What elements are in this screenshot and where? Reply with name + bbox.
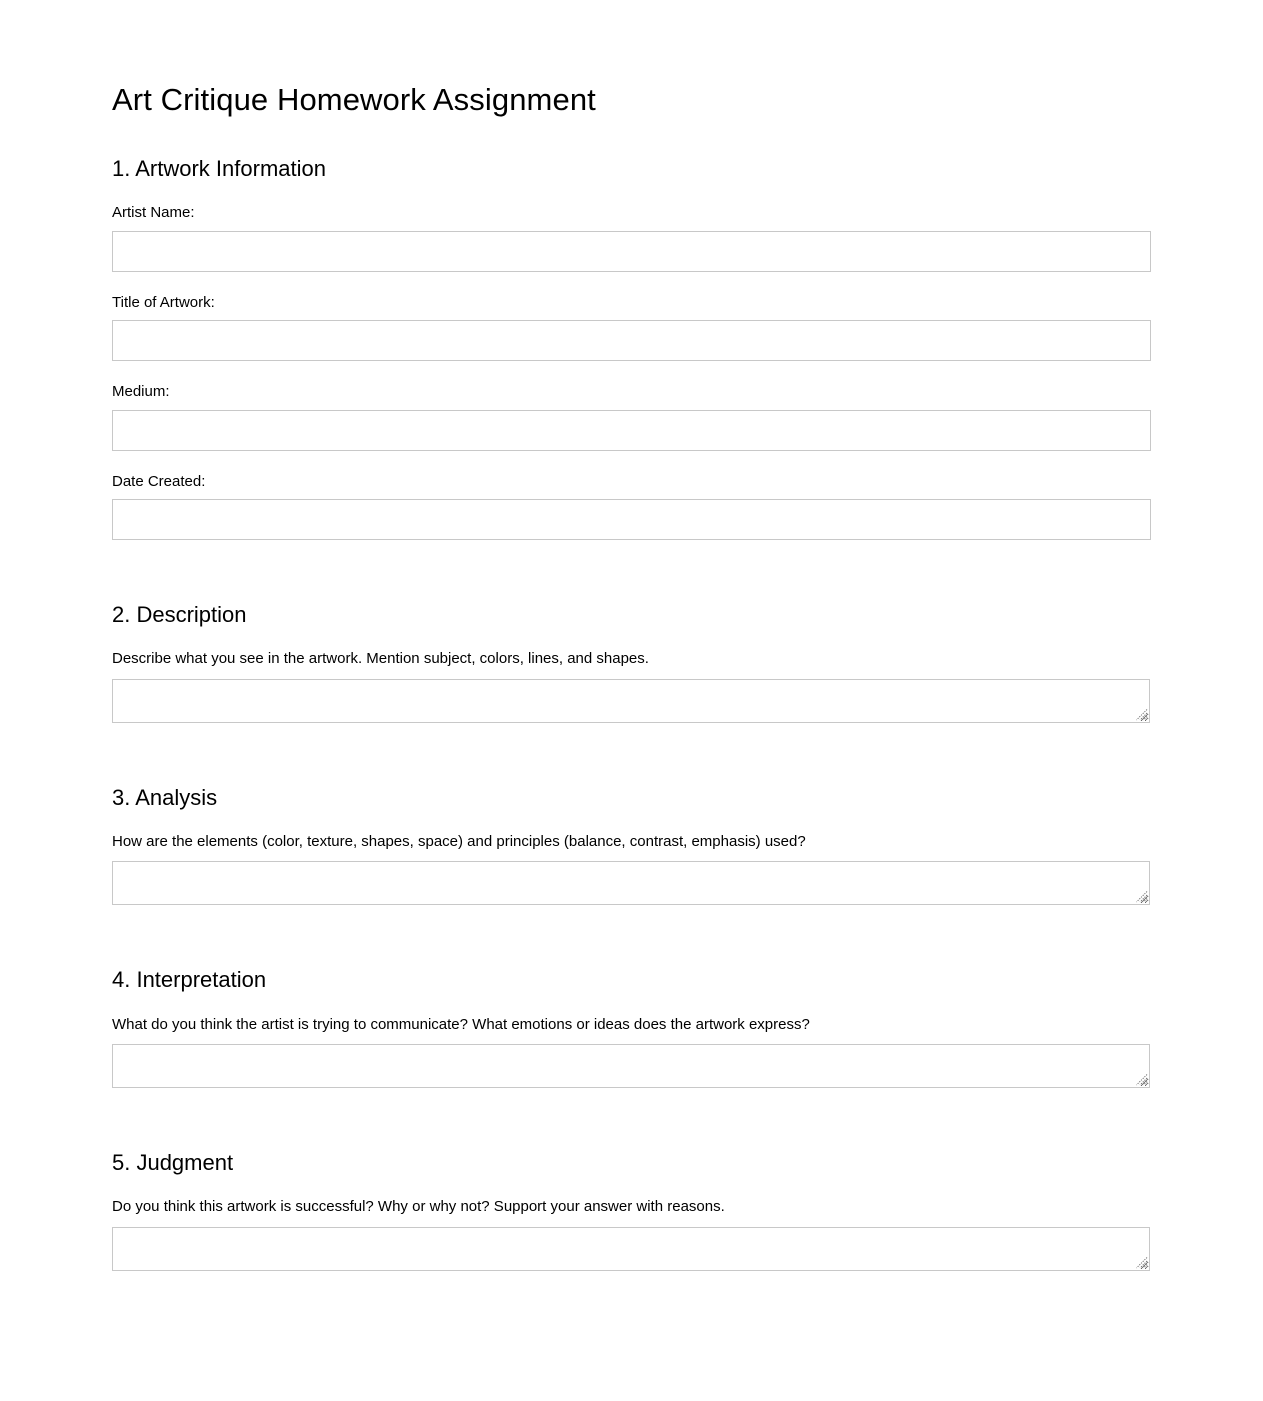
description-answer-textarea[interactable] xyxy=(112,679,1150,723)
prompt-description: Describe what you see in the artwork. Mention subject, colors, lines, and shapes. xyxy=(112,650,649,668)
textarea-wrap-description xyxy=(112,679,1150,723)
interpretation-answer-textarea[interactable] xyxy=(112,1044,1150,1088)
section-heading-judgment: 5. Judgment xyxy=(112,1149,234,1175)
field-group-artist-name xyxy=(112,203,1151,272)
section-interpretation xyxy=(112,967,1151,1088)
section-analysis xyxy=(112,785,1151,906)
textarea-wrap-interpretation xyxy=(112,1044,1150,1088)
medium-input[interactable] xyxy=(112,410,1151,451)
judgment-answer-textarea[interactable] xyxy=(112,1227,1150,1271)
field-group-artwork-title xyxy=(112,293,1151,362)
label-artist-name: Artist Name: xyxy=(112,204,195,222)
analysis-answer-textarea[interactable] xyxy=(112,861,1150,905)
section-judgment xyxy=(112,1150,1151,1271)
field-group-date-created xyxy=(112,472,1151,541)
prompt-interpretation: What do you think the artist is trying to communicate? What emotions or ideas does the artwork express? xyxy=(112,1015,810,1033)
artwork-title-input[interactable] xyxy=(112,320,1151,361)
prompt-analysis: How are the elements (color, texture, shapes, space) and principles (balance, contrast, emphasis) used? xyxy=(112,833,806,851)
artist-name-input[interactable] xyxy=(112,231,1151,272)
prompt-judgment: Do you think this artwork is successful? Why or why not? Support your answer with reasons. xyxy=(112,1198,725,1216)
textarea-wrap-judgment xyxy=(112,1227,1150,1271)
section-artwork-information xyxy=(112,156,1151,540)
date-created-input[interactable] xyxy=(112,499,1151,540)
page-title: Art Critique Homework Assignment xyxy=(112,82,596,117)
label-date-created: Date Created: xyxy=(112,472,206,490)
section-heading-description: 2. Description xyxy=(112,602,247,628)
label-artwork-title: Title of Artwork: xyxy=(112,293,215,311)
section-heading-interpretation: 4. Interpretation xyxy=(112,967,267,993)
textarea-wrap-analysis xyxy=(112,861,1150,905)
section-description xyxy=(112,602,1151,723)
section-heading-analysis: 3. Analysis xyxy=(112,784,218,810)
label-medium: Medium: xyxy=(112,383,170,401)
section-heading-artwork-information: 1. Artwork Information xyxy=(112,155,326,181)
field-group-medium xyxy=(112,382,1151,451)
